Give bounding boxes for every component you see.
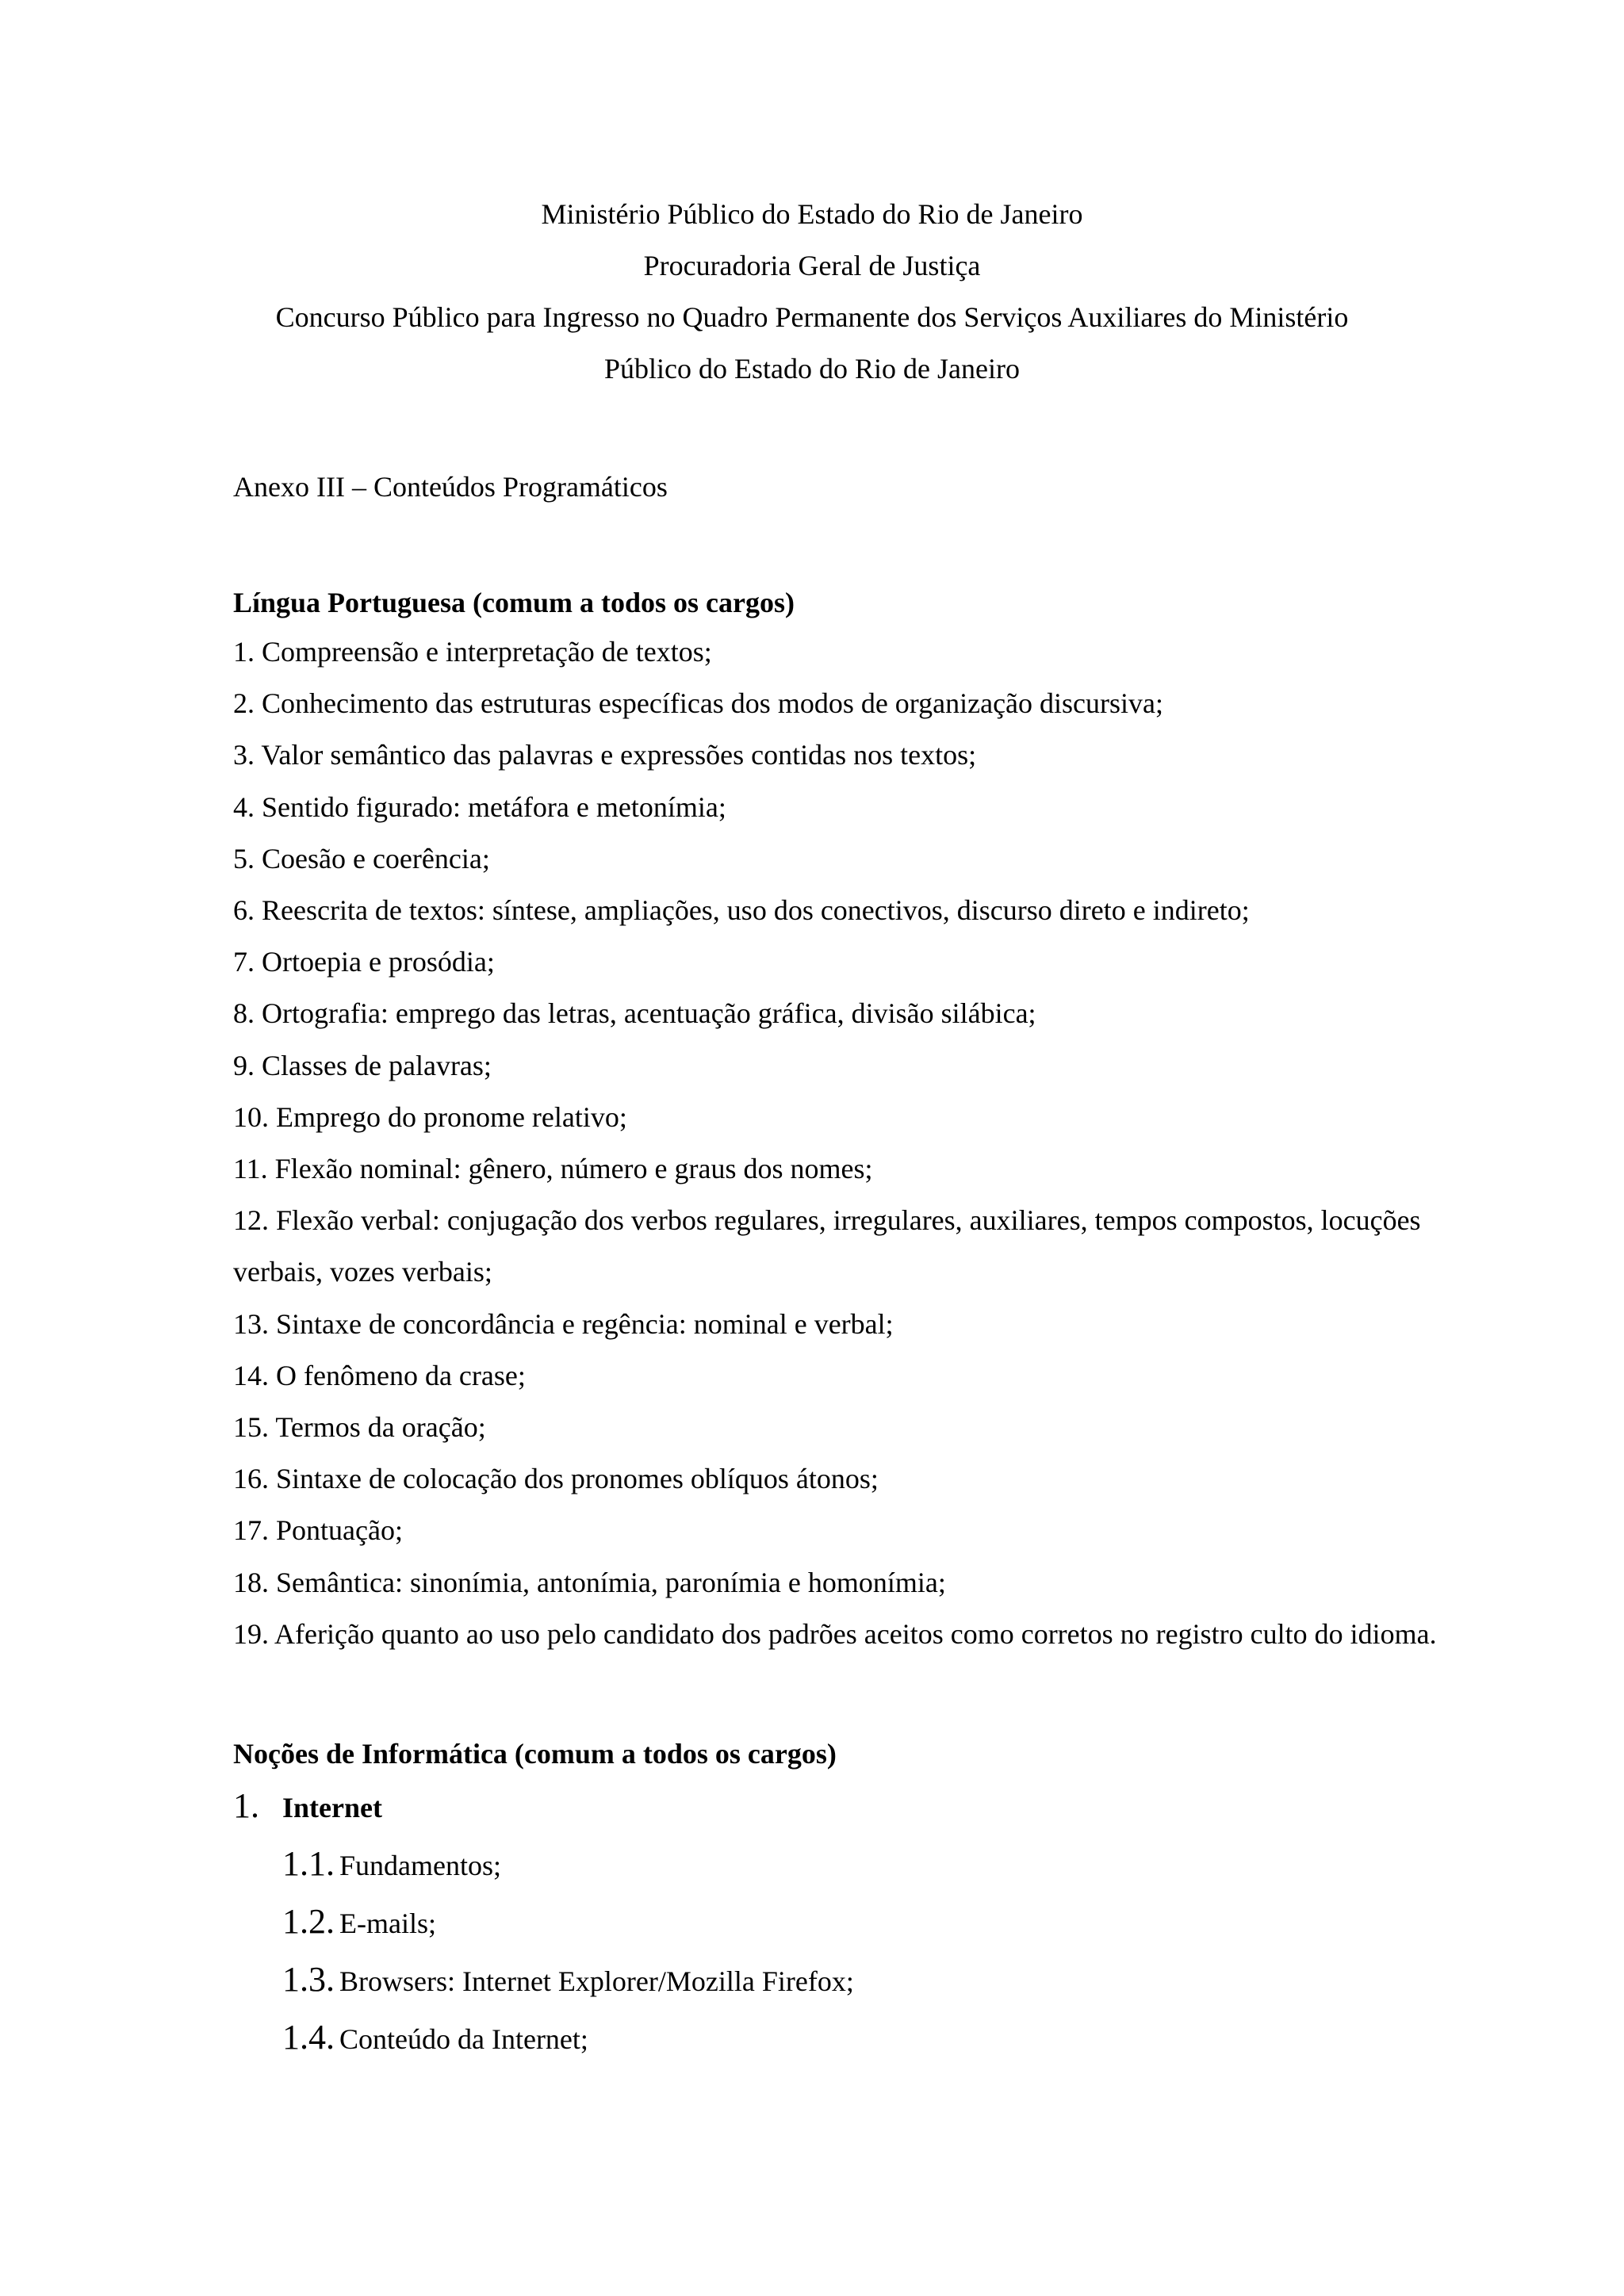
subitem-label: Fundamentos;: [339, 1850, 501, 1881]
list-item: 8. Ortografia: emprego das letras, acentuação gráfica, divisão silábica;: [233, 997, 1036, 1030]
list-subitem: [233, 1892, 1510, 1950]
list-item: 5. Coesão e coerência;: [233, 842, 490, 874]
list-item: [233, 1777, 1510, 1835]
informatica-items-list: [233, 1777, 1510, 2066]
list-subitem: [233, 1950, 1510, 2008]
header-contest-line2: Público do Estado do Rio de Janeiro: [604, 353, 1020, 385]
subitem-number: 1.3.: [282, 1960, 335, 1999]
section-title-portuguese: Língua Portuguesa (comum a todos os cargos): [233, 587, 795, 618]
header-department: Procuradoria Geral de Justiça: [643, 250, 981, 281]
subitem-number: 1.1.: [282, 1844, 335, 1883]
list-item: 17. Pontuação;: [233, 1514, 403, 1547]
section-portuguese: [233, 579, 1510, 1660]
header-contest-line1: Concurso Público para Ingresso no Quadro Permanente dos Serviços Auxiliares do Ministério: [275, 301, 1349, 333]
item-number: 1.: [233, 1786, 259, 1825]
list-item: 19. Aferição quanto ao uso pelo candidato dos padrões aceitos como corretos no registro culto do idioma.: [233, 1617, 1437, 1650]
list-item: 15. Termos da oração;: [233, 1411, 486, 1444]
list-item: 12. Flexão verbal: conjugação dos verbos regulares, irregulares, auxiliares, tempos compostos, locuções verbais, vozes verbais;: [233, 1204, 1421, 1288]
list-item: 13. Sintaxe de concordância e regência: nominal e verbal;: [233, 1307, 894, 1340]
subitem-number: 1.2.: [282, 1902, 335, 1941]
list-item: 3. Valor semântico das palavras e expressões contidas nos textos;: [233, 739, 977, 771]
subitem-label: Browsers: Internet Explorer/Mozilla Firefox;: [339, 1965, 854, 1997]
list-item: 10. Emprego do pronome relativo;: [233, 1100, 627, 1133]
section-title-informatica: Noções de Informática (comum a todos os cargos): [233, 1738, 837, 1770]
document-header: [190, 189, 1434, 395]
list-item: 16. Sintaxe de colocação dos pronomes oblíquos átonos;: [233, 1463, 879, 1495]
list-item: 11. Flexão nominal: gênero, número e graus dos nomes;: [233, 1153, 873, 1185]
list-item: 2. Conhecimento das estruturas específicas dos modos de organização discursiva;: [233, 687, 1164, 720]
list-item: 1. Compreensão e interpretação de textos;: [233, 636, 712, 668]
portuguese-items-list: [233, 626, 1510, 1660]
subitem-label: Conteúdo da Internet;: [339, 2023, 588, 2055]
list-item: 4. Sentido figurado: metáfora e metonímia;: [233, 790, 726, 823]
item-label: Internet: [282, 1792, 382, 1823]
list-item: 14. O fenômeno da crase;: [233, 1359, 526, 1391]
list-subitem: [233, 2008, 1510, 2066]
list-item: 6. Reescrita de textos: síntese, ampliações, uso dos conectivos, discurso direto e indireto;: [233, 894, 1250, 927]
header-institution: Ministério Público do Estado do Rio de Janeiro: [541, 198, 1083, 230]
annex-title: Anexo III – Conteúdos Programáticos: [233, 471, 668, 503]
list-item: 7. Ortoepia e prosódia;: [233, 946, 495, 978]
subitem-label: E-mails;: [339, 1908, 436, 1939]
list-item: 18. Semântica: sinonímia, antonímia, paronímia e homonímia;: [233, 1566, 946, 1598]
list-item: 9. Classes de palavras;: [233, 1049, 492, 1081]
subitem-number: 1.4.: [282, 2018, 335, 2057]
list-subitem: [233, 1835, 1510, 1892]
section-informatica: [233, 1730, 1510, 2066]
